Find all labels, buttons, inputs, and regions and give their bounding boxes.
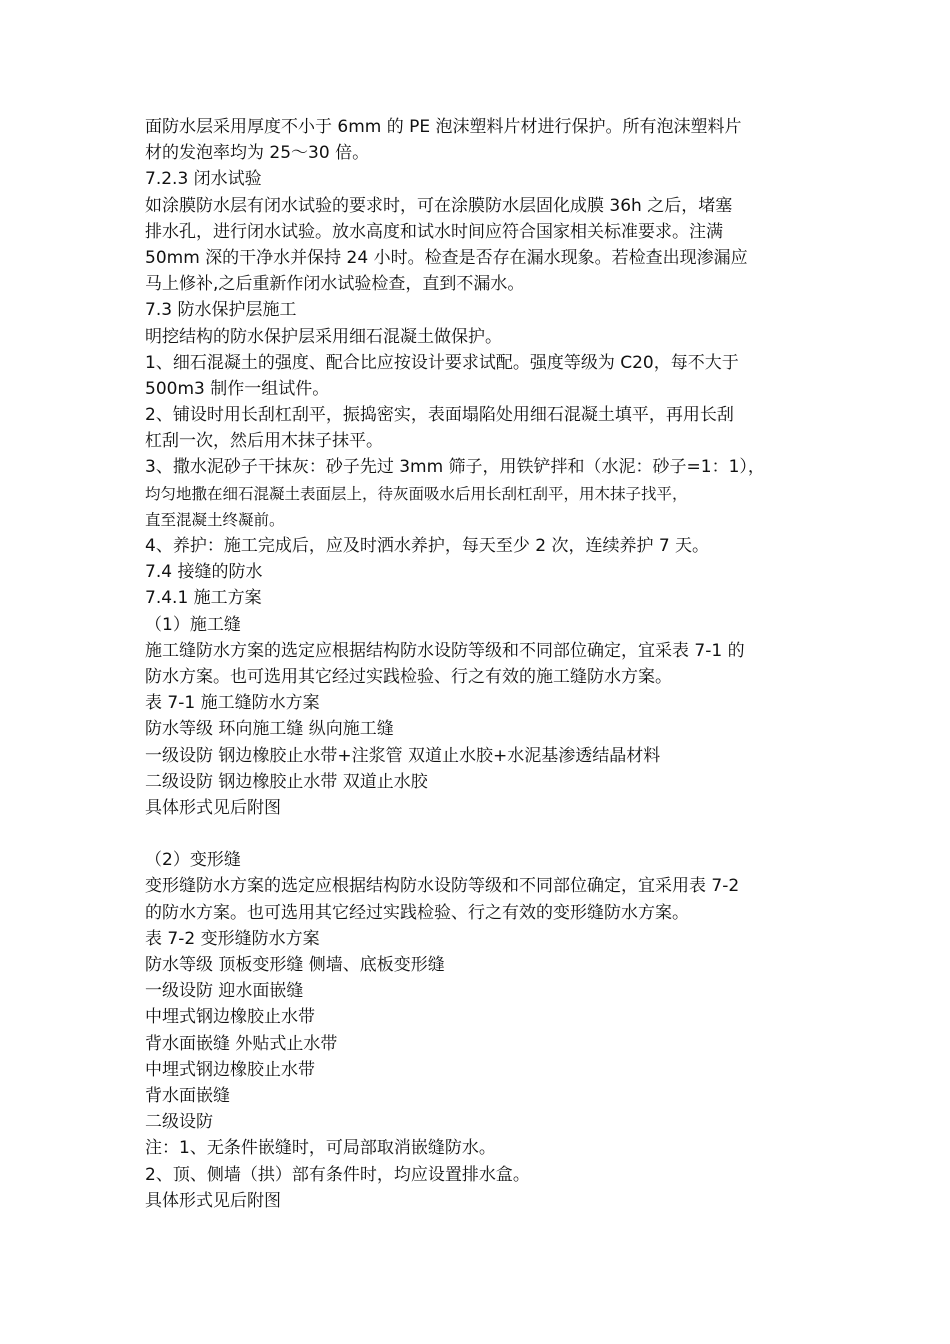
text-line: 排水孔，进行闭水试验。放水高度和试水时间应符合国家相关标准要求。注满 xyxy=(145,221,723,242)
text-line: 具体形式见后附图 xyxy=(145,797,281,818)
text-line: 防水方案。也可选用其它经过实践检验、行之有效的施工缝防水方案。 xyxy=(145,666,672,687)
text-line: 施工缝防水方案的选定应根据结构防水设防等级和不同部位确定，宜采表 7-1 的 xyxy=(145,640,745,661)
text-line: 均匀地撒在细石混凝土表面层上，待灰面吸水后用长刮杠刮平，用木抹子找平， xyxy=(145,484,688,503)
blank-line xyxy=(145,821,810,847)
subsection-heading: （1）施工缝 xyxy=(145,614,241,635)
table-caption: 表 7-2 变形缝防水方案 xyxy=(145,928,320,949)
text-line: 明挖结构的防水保护层采用细石混凝土做保护。 xyxy=(145,326,502,347)
text-line: 如涂膜防水层有闭水试验的要求时，可在涂膜防水层固化成膜 36h 之后，堵塞 xyxy=(145,195,733,216)
text-line: 杠刮一次，然后用木抹子抹平。 xyxy=(145,431,383,452)
text-line: 面防水层采用厚度不小于 6mm 的 PE 泡沫塑料片材进行保护。所有泡沫塑料片 xyxy=(145,117,742,137)
table-row: 背水面嵌缝 外贴式止水带 xyxy=(145,1033,338,1054)
text-line: 材的发泡率均为 25～30 倍。 xyxy=(145,143,370,164)
text-line: 4、养护：施工完成后，应及时洒水养护，每天至少 2 次，连续养护 7 天。 xyxy=(145,536,710,556)
table-row: 一级设防 迎水面嵌缝 xyxy=(145,981,304,1002)
table-row: 二级设防 钢边橡胶止水带 双道止水胶 xyxy=(145,771,428,792)
note-line: 注：1、无条件嵌缝时，可局部取消嵌缝防水。 xyxy=(145,1138,496,1159)
text-line: 变形缝防水方案的选定应根据结构防水设防等级和不同部位确定，宜采用表 7-2 xyxy=(145,876,740,897)
table-row: 二级设防 xyxy=(145,1112,213,1133)
text-line: 马上修补,之后重新作闭水试验检查，直到不漏水。 xyxy=(145,274,525,295)
section-heading: 7.2.3 闭水试验 xyxy=(145,169,262,190)
table-row: 防水等级 环向施工缝 纵向施工缝 xyxy=(145,719,394,740)
section-heading: 7.3 防水保护层施工 xyxy=(145,300,297,321)
document-body xyxy=(145,114,810,1214)
text-line: 1、细石混凝土的强度、配合比应按设计要求试配。强度等级为 C20，每不大于 xyxy=(145,352,739,373)
text-line: 50mm 深的干净水并保持 24 小时。检查是否存在漏水现象。若检查出现渗漏应 xyxy=(145,247,748,268)
table-row: 中埋式钢边橡胶止水带 xyxy=(145,1059,315,1080)
note-line: 2、顶、侧墙（拱）部有条件时，均应设置排水盒。 xyxy=(145,1164,530,1185)
section-heading: 7.4.1 施工方案 xyxy=(145,588,262,609)
table-row: 中埋式钢边橡胶止水带 xyxy=(145,1007,315,1028)
table-row: 一级设防 钢边橡胶止水带+注浆管 双道止水胶+水泥基渗透结晶材料 xyxy=(145,745,661,766)
text-line: 2、铺设时用长刮杠刮平，振捣密实，表面塌陷处用细石混凝土填平，再用长刮 xyxy=(145,405,734,426)
text-line: 直至混凝土终凝前。 xyxy=(145,510,285,529)
subsection-heading: （2）变形缝 xyxy=(145,850,241,871)
table-row: 防水等级 顶板变形缝 侧墙、底板变形缝 xyxy=(145,955,445,975)
text-line: 3、撒水泥砂子干抹灰：砂子先过 3mm 筛子，用铁铲拌和（水泥：砂子=1：1）， xyxy=(145,457,765,478)
table-caption: 表 7-1 施工缝防水方案 xyxy=(145,693,320,714)
section-heading: 7.4 接缝的防水 xyxy=(145,562,263,583)
table-row: 背水面嵌缝 xyxy=(145,1085,230,1106)
text-line: 的防水方案。也可选用其它经过实践检验、行之有效的变形缝防水方案。 xyxy=(145,902,689,923)
text-line: 500m3 制作一组试件。 xyxy=(145,378,330,399)
text-line: 具体形式见后附图 xyxy=(145,1190,281,1211)
